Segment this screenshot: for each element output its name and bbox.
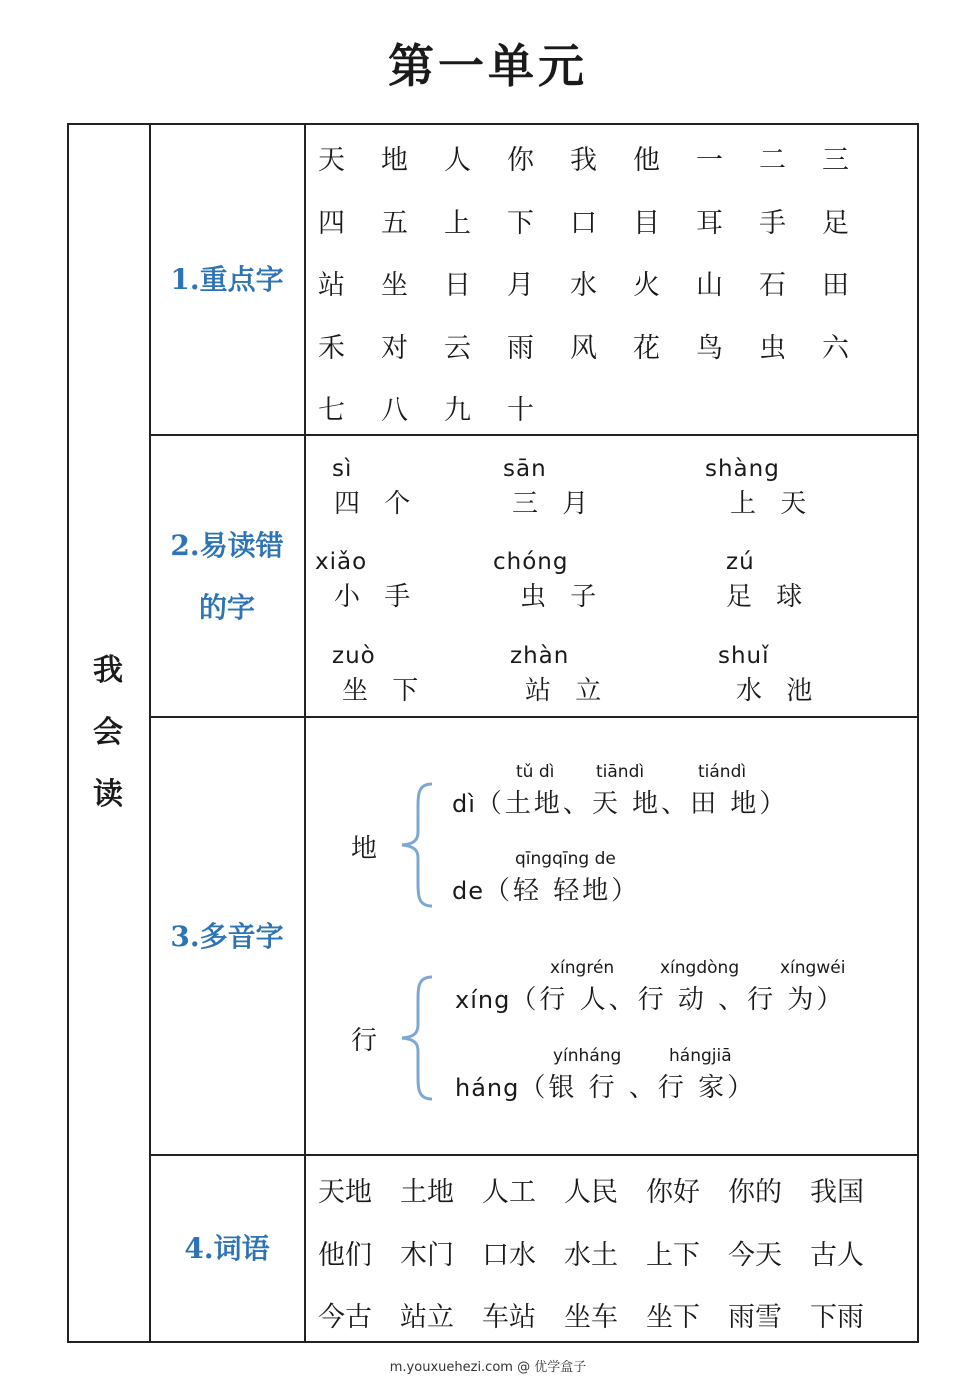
key-char: 日 <box>444 270 471 301</box>
vocab-word: 上下 <box>646 1239 700 1271</box>
key-char: 三 <box>822 145 849 176</box>
annotation-pinyin: tiāndì <box>596 762 645 782</box>
side-label-char: 我 <box>93 653 123 688</box>
annotation-pinyin: xíngwéi <box>780 958 846 978</box>
polyphonic-char: 地 <box>351 834 378 864</box>
side-label-char: 读 <box>93 777 123 812</box>
key-char: 耳 <box>696 207 723 239</box>
annotation-pinyin: tiándì <box>698 762 747 782</box>
brace-icon <box>398 973 438 1103</box>
annotation-pinyin: hángjiā <box>669 1046 732 1066</box>
reading-pinyin: dì <box>452 790 476 818</box>
vocab-word: 我国 <box>810 1177 864 1208</box>
annotation-pinyin: xíngrén <box>550 958 615 978</box>
word-pair: 三 月 <box>512 489 597 519</box>
annotation-pinyin: tǔ dì <box>516 762 555 782</box>
vocab-word: 雨雪 <box>728 1302 782 1333</box>
section-error-prone-label-1: 2.易读错 <box>170 529 284 562</box>
key-chars-row <box>318 138 885 177</box>
side-label-char: 会 <box>93 715 123 750</box>
vocab-word: 水土 <box>564 1239 618 1271</box>
key-char: 足 <box>822 207 849 239</box>
vocab-word: 木门 <box>400 1239 454 1271</box>
vocab-word: 车站 <box>482 1302 536 1333</box>
key-char: 天 <box>318 145 345 176</box>
polyphonic-reading <box>455 1067 756 1104</box>
reading-words: （行 人、行 动 、行 为） <box>510 985 846 1015</box>
pinyin: chóng <box>493 549 569 575</box>
vocab-word: 今古 <box>318 1302 372 1333</box>
footer-source: m.youxuehezi.com @ 优学盒子 <box>389 1360 587 1375</box>
key-char: 禾 <box>318 332 345 364</box>
vocab-row <box>318 1295 892 1334</box>
section-polyphonic-label: 3.多音字 <box>170 920 284 953</box>
key-char: 下 <box>507 207 534 239</box>
key-char: 水 <box>570 270 597 301</box>
key-char: 我 <box>570 145 597 176</box>
section-error-prone-label-2: 的字 <box>198 591 255 624</box>
key-char: 六 <box>822 332 849 364</box>
reading-pinyin: de <box>452 877 484 905</box>
key-char: 月 <box>507 270 534 301</box>
side-label <box>67 640 149 826</box>
vocab-word: 今天 <box>728 1239 782 1271</box>
key-chars-row <box>318 201 885 240</box>
key-char: 人 <box>444 145 471 176</box>
section-key-chars-label: 1.重点字 <box>170 263 284 296</box>
annotation-pinyin: xíngdòng <box>660 958 740 978</box>
pinyin: zuò <box>332 643 376 669</box>
annotation-pinyin: yínháng <box>553 1046 622 1066</box>
key-char: 八 <box>381 395 408 426</box>
brace-icon <box>398 780 438 910</box>
page-title: 第一单元 <box>388 39 588 93</box>
vocab-word: 土地 <box>400 1177 454 1208</box>
key-char: 坐 <box>381 270 408 301</box>
reading-words: （土地、天 地、田 地） <box>475 789 789 819</box>
key-char: 上 <box>444 207 471 239</box>
word-pair: 站 立 <box>525 676 610 706</box>
key-char: 七 <box>318 395 345 426</box>
key-char: 山 <box>696 270 723 301</box>
pinyin: sì <box>332 456 353 482</box>
reading-words: （轻 轻地） <box>484 876 641 906</box>
section-vocab-label: 4.词语 <box>184 1232 270 1265</box>
pinyin: shàng <box>705 456 780 482</box>
key-char: 花 <box>633 332 660 364</box>
key-char: 地 <box>381 145 408 176</box>
pinyin: xiǎo <box>315 549 368 575</box>
reading-pinyin: háng <box>455 1074 520 1102</box>
vocab-word: 你的 <box>728 1177 782 1208</box>
pinyin: zhàn <box>510 643 570 669</box>
key-char: 四 <box>318 207 345 239</box>
key-char: 站 <box>318 270 345 301</box>
polyphonic-char: 行 <box>351 1026 378 1056</box>
pinyin: shuǐ <box>718 643 770 669</box>
key-char: 五 <box>381 207 408 239</box>
key-char: 他 <box>633 145 660 176</box>
vocab-row <box>318 1170 892 1209</box>
key-char: 云 <box>444 332 471 364</box>
reading-words: （银 行 、行 家） <box>519 1073 757 1103</box>
key-char: 二 <box>759 145 786 176</box>
vocab-row <box>318 1233 892 1272</box>
word-pair: 小 手 <box>334 582 419 612</box>
key-char: 手 <box>759 207 786 239</box>
key-char: 对 <box>381 332 408 364</box>
vocab-word: 口水 <box>482 1239 536 1271</box>
annotation-pinyin: qīngqīng de <box>515 849 616 869</box>
vocab-word: 坐下 <box>646 1302 700 1333</box>
vocab-word: 坐车 <box>564 1302 618 1333</box>
key-char: 石 <box>759 270 786 301</box>
polyphonic-reading <box>455 979 845 1016</box>
key-char: 雨 <box>507 332 534 364</box>
key-char: 鸟 <box>696 332 723 364</box>
word-pair: 虫 子 <box>520 582 605 612</box>
key-chars-row <box>318 326 885 365</box>
vocab-word: 人民 <box>564 1177 618 1208</box>
word-pair: 四 个 <box>334 489 419 519</box>
vocab-word: 他们 <box>318 1239 372 1271</box>
key-chars-row <box>318 388 570 427</box>
key-char: 目 <box>633 207 660 239</box>
vocab-word: 下雨 <box>810 1302 864 1333</box>
key-char: 九 <box>444 395 471 426</box>
reading-pinyin: xíng <box>455 986 511 1014</box>
key-char: 火 <box>633 270 660 301</box>
vocab-word: 你好 <box>646 1177 700 1208</box>
key-char: 口 <box>570 207 597 239</box>
pinyin: sān <box>503 456 547 482</box>
polyphonic-reading <box>452 870 640 907</box>
word-pair: 坐 下 <box>342 676 427 706</box>
vocab-word: 站立 <box>400 1302 454 1333</box>
pinyin: zú <box>726 549 755 575</box>
word-pair: 足 球 <box>726 582 811 612</box>
key-chars-row <box>318 263 885 302</box>
key-char: 一 <box>696 145 723 176</box>
key-char: 十 <box>507 395 534 426</box>
key-char: 你 <box>507 145 534 176</box>
key-char: 田 <box>822 270 849 301</box>
word-pair: 上 天 <box>730 489 815 519</box>
polyphonic-reading <box>452 783 788 820</box>
key-char: 风 <box>570 332 597 364</box>
vocab-word: 人工 <box>482 1177 536 1208</box>
key-char: 虫 <box>759 332 786 364</box>
word-pair: 水 池 <box>736 676 821 706</box>
vocab-word: 天地 <box>318 1177 372 1208</box>
vocab-word: 古人 <box>810 1239 864 1271</box>
